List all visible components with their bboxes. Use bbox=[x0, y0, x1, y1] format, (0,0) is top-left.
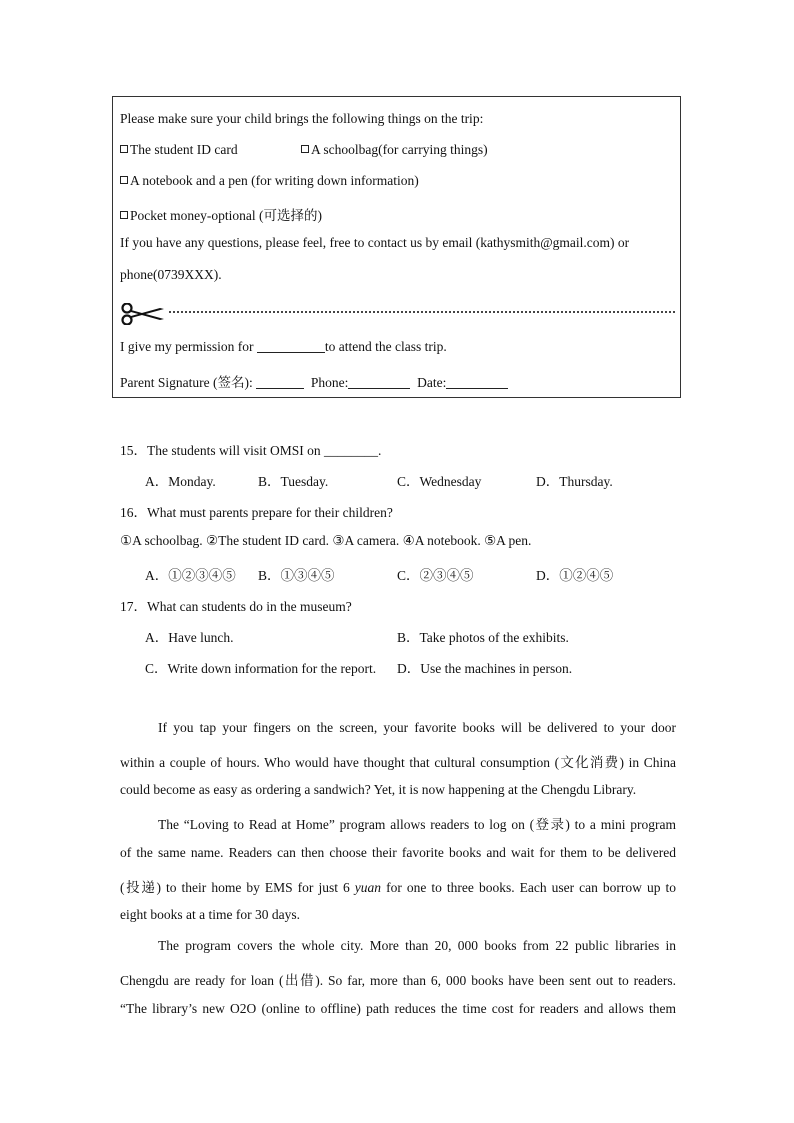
q16-option-c[interactable]: C．②③④⑤ bbox=[397, 568, 474, 583]
q15-option-b[interactable]: B．Tuesday. bbox=[258, 474, 329, 489]
q15-option-a[interactable]: A．Monday. bbox=[145, 474, 216, 489]
q16-items: ①A schoolbag. ②The student ID card. ③A camera. ④A notebook. ⑤A pen. bbox=[120, 533, 532, 548]
q15-option-c[interactable]: C．Wednesday bbox=[397, 474, 482, 489]
passage-p1-line3: could become as easy as ordering a sandwich? Yet, it is now happening at the Chengdu Library. bbox=[120, 782, 637, 797]
passage-p2-line3: (投递) to their home by EMS for just 6 yuan for one to three books. Each user can borrow up to bbox=[120, 880, 676, 895]
passage-p1-line2: within a couple of hours. Who would have thought that cultural consumption (文化消费) in China bbox=[120, 755, 676, 770]
passage-p3-line2: Chengdu are ready for loan (出借). So far, more than 6, 000 books have been sent out to readers. bbox=[120, 973, 676, 988]
passage-p1-line1: If you tap your fingers on the screen, your favorite books will be delivered to your door bbox=[158, 720, 676, 735]
q16-option-a[interactable]: A．①②③④⑤ bbox=[145, 568, 236, 583]
checkbox-icon bbox=[120, 145, 128, 153]
passage-p2-line1: The “Loving to Read at Home” program allows readers to log on (登录) to a mini program bbox=[158, 817, 676, 832]
checklist-item-pocket-money: Pocket money-optional (可选择的) bbox=[120, 204, 322, 224]
checkbox-icon bbox=[120, 211, 128, 219]
scissors-icon bbox=[120, 303, 166, 325]
question-17: 17．What can students do in the museum? bbox=[120, 599, 352, 614]
date-blank[interactable] bbox=[446, 376, 508, 389]
permission-line: I give my permission for to attend the class trip. bbox=[120, 339, 447, 354]
question-16: 16．What must parents prepare for their children? bbox=[120, 505, 393, 520]
checklist-item-id-card: The student ID card bbox=[120, 142, 238, 158]
q17-option-b[interactable]: B．Take photos of the exhibits. bbox=[397, 630, 569, 645]
signature-line: Parent Signature (签名): Phone: Date: bbox=[120, 371, 508, 391]
passage-p2-line4: eight books at a time for 30 days. bbox=[120, 907, 300, 922]
checkbox-icon bbox=[120, 176, 128, 184]
cut-line bbox=[169, 311, 675, 313]
q17-option-c[interactable]: C．Write down information for the report. bbox=[145, 661, 377, 676]
notice-intro: Please make sure your child brings the following things on the trip: bbox=[120, 111, 484, 126]
checklist-item-schoolbag: A schoolbag(for carrying things) bbox=[301, 142, 488, 158]
question-15: 15．The students will visit OMSI on ________. bbox=[120, 443, 382, 458]
passage-p3-line1: The program covers the whole city. More than 20, 000 books from 22 public libraries in bbox=[158, 938, 676, 953]
checkbox-icon bbox=[301, 145, 309, 153]
child-name-blank[interactable] bbox=[257, 340, 325, 353]
signature-blank[interactable] bbox=[256, 376, 304, 389]
q17-option-d[interactable]: D．Use the machines in person. bbox=[397, 661, 573, 676]
phone-blank[interactable] bbox=[348, 376, 410, 389]
passage-p3-line3: “The library’s new O2O (online to offline) path reduces the time cost for readers and allows them bbox=[120, 1001, 676, 1016]
q16-option-b[interactable]: B．①③④⑤ bbox=[258, 568, 335, 583]
contact-phone: phone(0739XXX). bbox=[120, 267, 222, 282]
trip-notice-box bbox=[112, 96, 681, 398]
q17-option-a[interactable]: A．Have lunch. bbox=[145, 630, 234, 645]
checklist-item-notebook: A notebook and a pen (for writing down information) bbox=[120, 173, 419, 189]
passage-p2-line2: of the same name. Readers can then choose their favorite books and wait for them to be delivered bbox=[120, 845, 676, 860]
q15-option-d[interactable]: D．Thursday. bbox=[536, 474, 613, 489]
contact-text: If you have any questions, please feel, free to contact us by email (kathysmith@gmail.com) or bbox=[120, 235, 630, 250]
q16-option-d[interactable]: D．①②④⑤ bbox=[536, 568, 614, 583]
